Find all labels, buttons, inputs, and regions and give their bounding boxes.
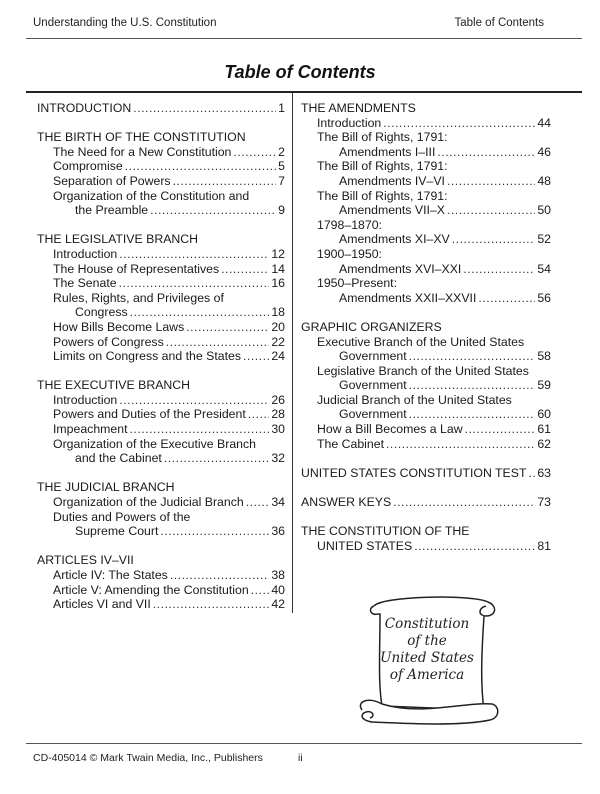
leader-dots <box>452 232 536 247</box>
toc-entry[interactable] <box>37 145 285 160</box>
leader-dots <box>150 203 276 218</box>
toc-entry-line[interactable]: 1798–1870: <box>317 217 382 232</box>
toc-entry-label: Government <box>339 407 407 422</box>
toc-entry[interactable] <box>37 495 285 510</box>
leader-dots <box>153 597 270 612</box>
toc-page-number: 61 <box>537 422 551 437</box>
toc-section-introduction <box>37 101 285 116</box>
toc-page-number: 14 <box>271 261 285 276</box>
leader-dots <box>409 349 536 364</box>
toc-page-number: 36 <box>271 524 285 539</box>
title-rule <box>26 91 582 93</box>
toc-entry[interactable] <box>301 539 551 554</box>
toc-page-number: 81 <box>537 538 551 553</box>
leader-dots <box>447 174 535 189</box>
toc-entry[interactable] <box>37 305 285 320</box>
toc-entry[interactable] <box>37 174 285 189</box>
toc-entry-label: The Senate <box>53 276 117 291</box>
toc-page-number: 52 <box>537 232 551 247</box>
toc-entry-line[interactable]: Organization of the Constitution and <box>53 188 250 203</box>
toc-entry[interactable] <box>37 407 285 422</box>
leader-dots <box>414 539 535 554</box>
leader-dots <box>383 116 535 131</box>
toc-entry[interactable] <box>37 320 285 335</box>
toc-page-number: 22 <box>271 334 285 349</box>
leader-dots <box>119 393 269 408</box>
toc-entry-line[interactable]: The Bill of Rights, 1791: <box>317 188 448 203</box>
toc-entry-label: UNITED STATES <box>317 538 413 553</box>
toc-entry[interactable] <box>301 422 551 437</box>
toc-page-number: 30 <box>271 422 285 437</box>
toc-right-column <box>301 101 551 568</box>
toc-page-number: 1 <box>278 101 285 115</box>
toc-section-judicial <box>37 480 285 538</box>
toc-entry[interactable] <box>301 407 551 422</box>
leader-dots <box>160 524 269 539</box>
leader-dots <box>447 203 535 218</box>
toc-entry-label: Separation of Powers <box>53 173 171 188</box>
footer-publisher: CD-405014 © Mark Twain Media, Inc., Publishers <box>33 752 263 764</box>
toc-entry[interactable] <box>37 276 285 291</box>
toc-entry[interactable] <box>301 203 551 218</box>
toc-page-number: 28 <box>271 407 285 422</box>
page-title: Table of Contents <box>224 62 376 82</box>
toc-entry-label: Congress <box>75 305 128 320</box>
toc-page-number: 12 <box>271 246 285 261</box>
leader-dots <box>130 305 270 320</box>
section-heading: THE AMENDMENTS <box>301 101 416 115</box>
toc-entry-label: Impeachment <box>53 422 128 437</box>
leader-dots <box>465 422 536 437</box>
toc-entry-line[interactable]: 1950–Present: <box>317 276 397 291</box>
toc-entry[interactable] <box>301 291 551 306</box>
leader-dots <box>463 262 535 277</box>
leader-dots <box>478 291 535 306</box>
toc-entry-label: Introduction <box>317 115 382 130</box>
toc-page-number: 38 <box>271 568 285 582</box>
toc-entry-line[interactable]: Rules, Rights, and Privileges of <box>53 290 224 305</box>
toc-entry[interactable] <box>301 466 551 481</box>
toc-entry-label: the Preamble <box>75 203 149 218</box>
toc-entry[interactable] <box>37 393 285 408</box>
toc-entry-label: Limits on Congress and the States <box>53 349 241 364</box>
leader-dots <box>393 495 535 510</box>
toc-section-test <box>301 466 551 481</box>
leader-dots <box>170 568 269 583</box>
toc-entry[interactable] <box>37 597 285 612</box>
toc-page-number: 50 <box>537 203 551 218</box>
leader-dots <box>125 159 276 174</box>
scroll-line: Constitution <box>384 616 470 632</box>
leader-dots <box>386 437 535 452</box>
toc-page-number: 20 <box>271 319 285 334</box>
toc-entry-label: Compromise <box>53 159 123 174</box>
toc-entry-line[interactable]: Duties and Powers of the <box>53 509 191 524</box>
toc-entry[interactable] <box>37 568 285 583</box>
leader-dots <box>186 320 269 335</box>
leader-dots <box>130 422 270 437</box>
toc-page-number: 46 <box>537 144 551 159</box>
leader-dots <box>246 495 270 510</box>
toc-page-number: 24 <box>271 349 285 364</box>
toc-entry-label: UNITED STATES CONSTITUTION TEST <box>301 465 527 480</box>
toc-section-constitution <box>301 524 551 553</box>
section-heading: GRAPHIC ORGANIZERS <box>301 319 442 334</box>
leader-dots <box>243 349 269 364</box>
leader-dots <box>528 466 535 481</box>
toc-page-number: 32 <box>271 451 285 466</box>
scroll-line: of America <box>389 667 465 683</box>
toc-entry[interactable] <box>37 349 285 364</box>
toc-page-number: 9 <box>278 203 285 218</box>
toc-entry-line[interactable]: THE CONSTITUTION OF THE <box>301 524 470 539</box>
toc-entry[interactable] <box>301 174 551 189</box>
toc-entry[interactable] <box>37 203 285 218</box>
toc-page-number: 73 <box>537 495 551 510</box>
toc-entry-line[interactable]: Judicial Branch of the United States <box>317 392 512 407</box>
leader-dots <box>119 247 269 262</box>
toc-entry-label: Amendments XI–XV <box>339 232 450 247</box>
column-divider <box>292 93 293 613</box>
leader-dots <box>409 407 536 422</box>
toc-entry[interactable] <box>301 378 551 393</box>
toc-entry-label: INTRODUCTION <box>37 101 132 115</box>
leader-dots <box>409 378 536 393</box>
running-header-section: Table of Contents <box>454 17 544 29</box>
toc-entry-label: Articles VI and VII <box>53 597 151 612</box>
toc-section-birth <box>37 130 285 218</box>
toc-entry-label: Article IV: The States <box>53 568 168 582</box>
toc-page-number: 2 <box>278 144 285 159</box>
toc-entry[interactable] <box>301 349 551 364</box>
toc-entry-line[interactable]: Legislative Branch of the United States <box>317 363 529 378</box>
toc-entry-label: Supreme Court <box>75 524 159 539</box>
section-heading: THE JUDICIAL BRANCH <box>37 480 175 495</box>
toc-page-number: 54 <box>537 261 551 276</box>
leader-dots <box>251 583 270 598</box>
toc-page-number: 60 <box>537 407 551 422</box>
toc-page-number: 63 <box>537 465 551 480</box>
scroll-text <box>362 616 492 684</box>
toc-page-number: 26 <box>271 392 285 407</box>
leader-dots <box>437 145 535 160</box>
toc-entry-line[interactable]: Executive Branch of the United States <box>317 334 525 349</box>
toc-page-number: 18 <box>271 305 285 320</box>
leader-dots <box>221 262 269 277</box>
toc-section-legislative <box>37 232 285 363</box>
toc-entry-label: Powers and Duties of the President <box>53 407 246 422</box>
toc-page-number: 44 <box>537 115 551 130</box>
toc-entry[interactable] <box>301 495 551 510</box>
toc-entry-label: ANSWER KEYS <box>301 495 392 510</box>
toc-entry-label: The House of Representatives <box>53 261 220 276</box>
toc-entry-label: How a Bill Becomes a Law <box>317 422 463 437</box>
toc-section-amendments <box>301 101 551 305</box>
section-heading: THE EXECUTIVE BRANCH <box>37 378 191 393</box>
toc-page-number: 16 <box>271 276 285 291</box>
leader-dots <box>164 451 269 466</box>
toc-entry[interactable] <box>37 335 285 350</box>
toc-section-organizers <box>301 320 551 451</box>
toc-entry-line[interactable]: Organization of the Executive Branch <box>53 436 257 451</box>
toc-page-number: 58 <box>537 349 551 364</box>
running-header-title: Understanding the U.S. Constitution <box>33 17 217 29</box>
toc-page-number: 62 <box>537 436 551 451</box>
toc-entry-label: Organization of the Judicial Branch <box>53 495 244 510</box>
toc-entry[interactable] <box>301 116 551 131</box>
scroll-line: United States <box>380 650 474 666</box>
toc-entry-label: Introduction <box>53 392 118 407</box>
toc-entry-line[interactable]: The Bill of Rights, 1791: <box>317 130 448 145</box>
toc-entry-line[interactable]: 1900–1950: <box>317 246 382 261</box>
toc-entry[interactable] <box>37 583 285 598</box>
toc-entry-label: Amendments VII–X <box>339 203 445 218</box>
scroll-line: of the <box>407 633 447 649</box>
toc-entry[interactable] <box>301 145 551 160</box>
toc-section-answers <box>301 495 551 510</box>
toc-entry[interactable] <box>37 159 285 174</box>
section-heading: ARTICLES IV–VII <box>37 553 134 568</box>
toc-entry-label: Amendments XVI–XXI <box>339 261 462 276</box>
toc-page-number: 34 <box>271 495 285 510</box>
toc-entry[interactable] <box>301 232 551 247</box>
toc-page-number: 5 <box>278 159 285 174</box>
leader-dots <box>166 335 270 350</box>
toc-entry-label: How Bills Become Laws <box>53 319 185 334</box>
toc-page-number: 59 <box>537 378 551 393</box>
toc-entry[interactable] <box>37 247 285 262</box>
header-rule <box>26 38 582 39</box>
toc-entry[interactable] <box>301 262 551 277</box>
toc-section-articles <box>37 553 285 611</box>
toc-entry-label: Article V: Amending the Constitution <box>53 582 249 597</box>
leader-dots <box>133 101 276 116</box>
toc-page-number: 40 <box>271 582 285 597</box>
footer-rule <box>26 743 582 744</box>
toc-page-number: 7 <box>278 173 285 188</box>
toc-entry-label: The Cabinet <box>317 436 384 451</box>
toc-page-number: 56 <box>537 290 551 305</box>
toc-left-column <box>37 101 285 626</box>
leader-dots <box>233 145 276 160</box>
toc-page-number: 42 <box>271 597 285 612</box>
toc-entry-label: Government <box>339 378 407 393</box>
leader-dots <box>119 276 270 291</box>
toc-entry-label: Government <box>339 349 407 364</box>
toc-entry-label: and the Cabinet <box>75 451 162 466</box>
section-heading: THE LEGISLATIVE BRANCH <box>37 232 199 247</box>
toc-entry-label: Amendments I–III <box>339 144 436 159</box>
toc-entry[interactable] <box>37 262 285 277</box>
toc-entry[interactable] <box>37 524 285 539</box>
toc-page-number: 48 <box>537 173 551 188</box>
toc-section-executive <box>37 378 285 466</box>
leader-dots <box>248 407 270 422</box>
section-heading: THE BIRTH OF THE CONSTITUTION <box>37 130 246 145</box>
toc-entry[interactable] <box>301 437 551 452</box>
toc-entry-label: Amendments XXII–XXVII <box>339 290 477 305</box>
toc-entry-label: Amendments IV–VI <box>339 173 445 188</box>
toc-entry[interactable] <box>37 451 285 466</box>
toc-entry[interactable] <box>37 101 285 116</box>
toc-entry[interactable] <box>37 422 285 437</box>
toc-entry-line[interactable]: The Bill of Rights, 1791: <box>317 159 448 174</box>
leader-dots <box>173 174 277 189</box>
footer-page-number: ii <box>298 752 303 764</box>
toc-entry-label: The Need for a New Constitution <box>53 144 232 159</box>
toc-entry-label: Powers of Congress <box>53 334 164 349</box>
toc-entry-label: Introduction <box>53 246 118 261</box>
